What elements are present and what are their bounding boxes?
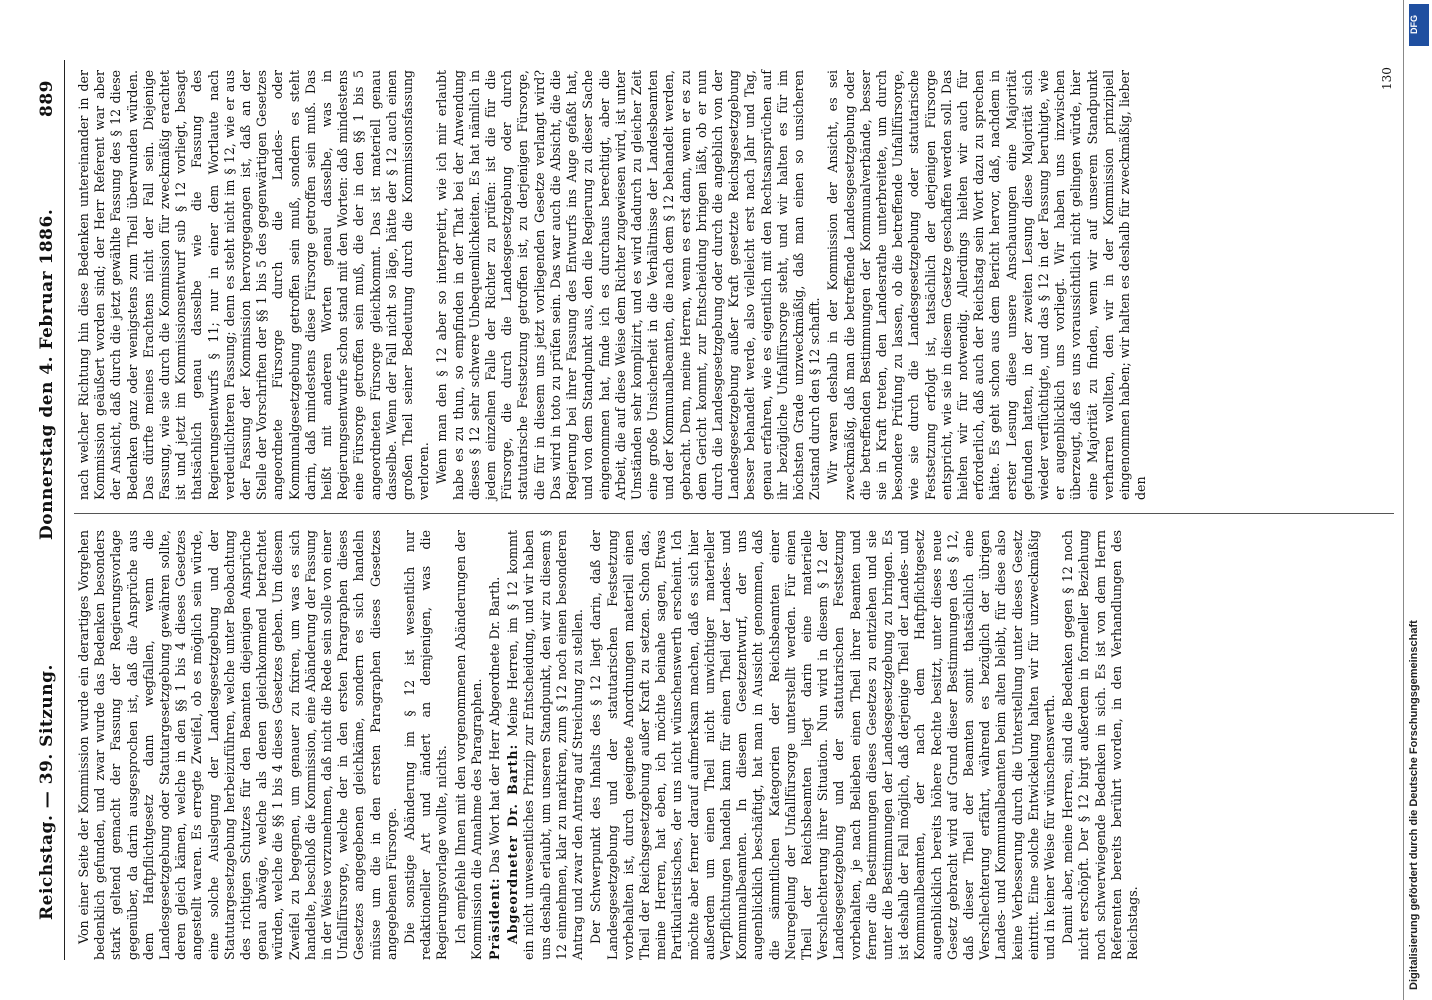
column-right [76, 70, 1151, 500]
speaker-text: Das Wort hat der Herr Abgeordnete Dr. Barth. [487, 576, 503, 874]
digitization-sidebar [1403, 0, 1432, 1000]
paragraph: Wir waren deshalb in der Kommission der Ansicht, es sei zweckmäßig, daß man die betreffende Landesgesetzgebung oder die betreffenden Bestimmungen der Kommunalverbände, besser sie in Kraft treten, den Landesrathe unterbreitete, um durch besondere Prüfung zu lassen, ob die betreffende Unfallfürsorge, wie sie durch die Landesgesetzgebung oder statutarische Festsetzung erfolgt ist, tatsächlich der derjenigen Fürsorge entspricht, wie sie in diesem Gesetze geschaffen werden soll. Das hielten wir für notwendig. Allerdings hielten wir auch für erforderlich, daß auch der Reichstag sein Wort dazu zu sprechen hätte. Es geht schon aus dem Bericht hervor, daß, nachdem in erster Lesung diese unsere Anschauungen eine Majorität gefunden hatten, in der zweiten Lesung diese Majorität sich wieder verflüchtigte, und das § 12 in der Fassung beruhigte, wie er augenblicklich uns vorliegt. Wir haben uns inzwischen überzeugt, daß es uns voraussichtlich nicht gelingen würde, hier eine Majorität zu finden, wenn wir auf unserem Standpunkt verharren wollten, den wir in der Kommission prinzipiell eingenommen haben; wir halten es deshalb für zweckmäßig, lieber den [825, 70, 1149, 500]
speaker-label: Präsident: [487, 877, 503, 960]
dfg-logo: DFG [1409, 4, 1429, 46]
page-number: 889 [37, 80, 57, 117]
speaker-text: Meine Herren, im § 12 kommt ein nicht unwesentliches Prinzip zur Entscheidung, und wir haben uns deshalb erlaubt, um unseren Standpunkt, den wir zu diesem § 12 einnehmen, klar zu markiren, zum § 12 noch einen besonderen Antrag und zwar den Antrag auf Streichung zu stellen. [505, 530, 586, 960]
paragraph: nach welcher Richtung hin diese Bedenken untereinander in der Kommission geäußert worden sind; der Herr Referent war aber der Ansicht, daß durch die jetzt gewählte Fassung des § 12 diese Bedenken ganz oder wenigstens zum Theil überwunden würden. Das dürfte meines Erachtens nicht der Fall sein. Diejenige Fassung, wie sie durch die Kommission für zweckmäßig erachtet ist und jetzt im Kommissionsentwurf sub § 12 vorliegt, besagt thatsächlich genau dasselbe wie die Fassung des Regierungsentwurfs § 11; nur in einer dem Wortlaute nach verdeutlichteren Fassung; denn es steht nicht im § 12, wie er aus der Fassung der Kommission hervorgegangen ist, daß an der Stelle der Vorschriften der §§ 1 bis 5 des gegenwärtigen Gesetzes angeordnete Fürsorge durch die Landes- oder Kommunalgesetzgebung getroffen sein muß, sondern es steht darin, daß mindestens diese Fürsorge getroffen sein muß. Das heißt mit anderen Worten genau dasselbe, was in Regierungsentwurfe schon stand mit den Worten: daß mindestens eine Fürsorge getroffen sein muß, die der in den §§ 1 bis 5 angeordneten Fürsorge gleichkommt. Das ist materiell genau dasselbe. Wenn der Fall nicht so läge, hätte der § 12 auch einen großen Theil seiner Bedeutung durch die Kommissionsfassung verloren. [76, 70, 432, 500]
header-date: Donnerstag den 4. Februar 1886. [37, 208, 57, 540]
paragraph: Der Schwerpunkt des Inhalts des § 12 liegt darin, daß der Landesgesetzgebung und der statutarischen Festsetzung vorbehalten ist, durch geeignete Anordnungen materiell einen Theil der Reichsgesetzgebung außer Kraft zu setzen. Schon das, meine Herren, hat eben, ich möchte beinahe sagen, Etwas Partikularistisches, der uns nicht wünschenswerth erscheint. Ich möchte aber ferner darauf aufmerksam machen, daß es sich hier außerdem um einen Theil nicht unwichtiger materieller Verpflichtungen handeln kann für einen Theil der Landes- und Kommunalbeamten. In diesem Gesetzentwurf, der uns augenblicklich beschäftigt, hat man in Aussicht genommen, daß die sämmtlichen Kategorien der Reichsbeamten einer Neuregelung der Unfallfürsorge unterstellt werden. Für einen Theil der Reichsbeamten liegt darin eine materielle Verschlechterung ihrer Situation. Nun wird in diesem § 12 der Landesgesetzgebung und der statutarischen Festsetzung vorbehalten, je nach Belieben einen Theil ihrer Beamten und ferner die Bestimmungen dieses Gesetzes zu entziehen und sie unter die Bestimmungen der Landesgesetzgebung zu bringen. Es ist deshalb der Fall möglich, daß derjenige Theil der Landes- und Kommunalbeamten, der nach dem Haftpflichtgesetz augenblicklich bereits höhere Rechte besitzt, unter dieses neue Gesetz gebracht wird auf Grund dieser Bestimmungen des § 12, daß dieser Theil der Beamten somit thatsächlich eine Verschlechterung erfährt, während es bezüglich der übrigen Landes- und Kommunalbeamten beim alten bleibt, für diese also keine Verbesserung durch die Unterstellung unter dieses Gesetz eintritt. Eine solche Entwickelung halten wir für unzweckmäßig und in keiner Weise für wünschenswerth. [588, 530, 1057, 960]
document-page [30, 60, 1420, 960]
paragraph: Von einer Seite der Kommission wurde ein derartiges Vorgehen bedenklich gefunden, und zwar wurde das Bedenken besonders stark geltend gemacht der Fassung der Regierungsvorlage gegenüber, da darin ausgesprochen ist, daß die Ansprüche aus dem Haftpflichtgesetz dann wegfallen, wenn die Landesgesetzgebung oder Statutargesetzgebung gewähren sollte, deren gleich kämen, welche in den §§ 1 bis 4 dieses Gesetzes angestellt waren. Es erregte Zweifel, ob es möglich sein würde, eine solche Auslegung der Landesgesetzgebung und der Statutargesetzgebung herbeizuführen, welche unter Beobachtung des richtigen Schutzes für den Beamten diejenigen Ansprüche genau abwäge, welche als denen gleichkommend betrachtet würden, welche die §§ 1 bis 4 dieses Gesetzes geben. Um diesem Zweifel zu begegnen, um genauer zu fixiren, um was es sich handelte, beschloß die Kommission, eine Abänderung der Fassung in der Weise vorzunehmen, daß nicht die Rede sein solle von einer Unfallfürsorge, welche der in den ersten Paragraphen dieses Gesetzes angegebenen gleichkäme, sondern es sich handeln müsse um die in den ersten Paragraphen dieses Gesetzes angegebenen Fürsorge. [76, 530, 399, 960]
speaker-paragraph [487, 530, 503, 960]
paragraph: Die sonstige Abänderung im § 12 ist wesentlich nur redaktioneller Art und ändert an demjenigen, was die Regierungsvorlage wollte, nichts. [402, 530, 450, 960]
paragraph: Damit aber, meine Herren, sind die Bedenken gegen § 12 noch nicht erschöpft. Der § 12 birgt außerdem in formeller Beziehung noch schwerwiegende Bedenken in sich. Es ist von dem Herrn Referenten bereits berührt worden, in den Verhandlungen des Reichstags. [1060, 530, 1140, 960]
speaker-label: Abgeordneter Dr. Barth: [505, 743, 521, 944]
column-left [76, 530, 1143, 960]
digitization-credit: Digitalisierung gefördert durch die Deutsche Forschungsgemeinschaft [1408, 620, 1420, 990]
speaker-paragraph [505, 530, 586, 960]
paragraph: Wenn man den § 12 aber so interpretirt, wie ich mir erlaubt habe es zu thun, so empfinden in der That bei der Anwendung dieses § 12 sehr schwere Unbequemlichkeiten. Es hat nämlich in jedem einzelnen Falle der Richter zu prüfen: ist die für die Fürsorge, die durch die Landesgesetzgebung oder durch statutarische Festsetzung getroffen ist, zu derjenigen Fürsorge, die für in diesem uns jetzt vorliegenden Gesetze verlangt wird? Das wird in toto zu prüfen sein. Das war auch die Absicht, die die Regierung bei ihrer Fassung des Entwurfs ins Auge gefaßt hat, und von dem Standpunkt aus, den die Regierung zu dieser Sache eingenommen hat, finde ich es durchaus berechtigt, aber die Arbeit, die auf diese Weise dem Richter zugewiesen wird, ist unter Umständen sehr komplizirt, und es wird dadurch zu gleicher Zeit eine große Unsicherheit in die Verhältnisse der Landesbeamten und der Kommunalbeamten, die nach dem § 12 behandelt werden, gebracht. Denn, meine Herren, wenn es erst dann, wenn er es zu dem Gericht kommt, zur Entscheidung bringen läßt, ob er nun durch die Landesgesetzgebung oder durch die angeblich von der Landesgesetzgebung außer Kraft gesetzte Reichsgesetzgebung besser behandelt werde, also vielleicht erst nach Jahr und Tag, genau erfahren, wie es eigentlich mit den Rechtsansprüchen auf ihr bezügliche Unfallfürsorge steht, und wir halten es für im höchsten Grade unzweckmäßig, daß man einen so unsicheren Zustand durch den § 12 schafft. [434, 70, 823, 500]
header-session: Reichstag. — 39. Sitzung. [37, 664, 57, 920]
paragraph: Ich empfehle Ihnen mit den vorgenommenen Abänderungen der Kommission die Annahme des Paragraphen. [452, 530, 484, 960]
column-divider [74, 513, 1394, 514]
footer-number: 130 [1380, 67, 1394, 90]
page-header [30, 60, 65, 960]
